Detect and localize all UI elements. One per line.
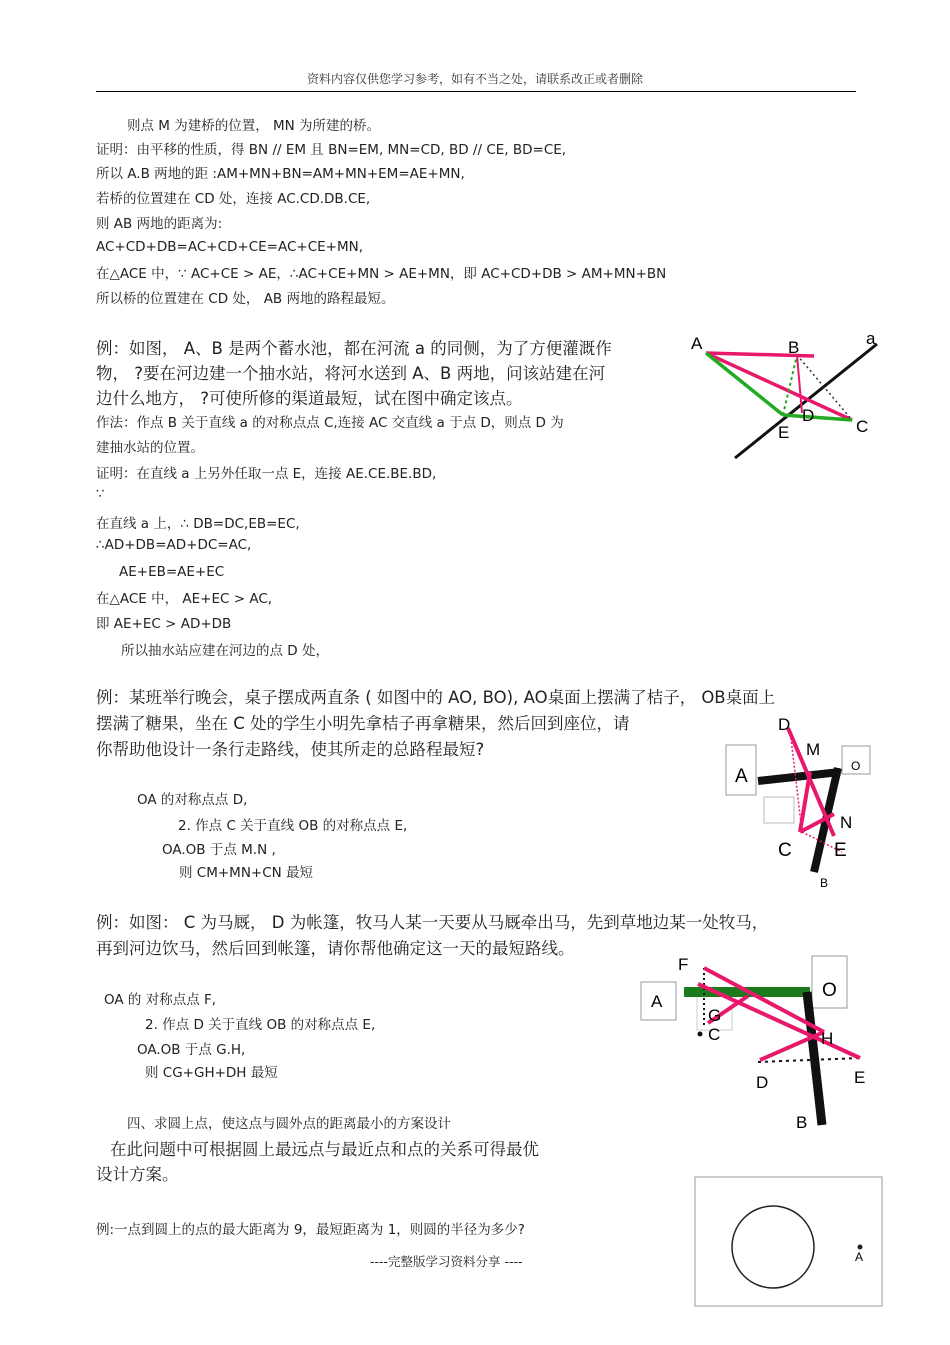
figure-label: O <box>822 980 837 1001</box>
text-line: 建抽水站的位置。 <box>96 440 204 456</box>
text-line: 所以 A.B 两地的距 :AM+MN+BN=AM+MN+EM=AE+MN, <box>96 166 465 182</box>
page-footer: ----完整版学习资料分享 ---- <box>370 1254 523 1269</box>
section4-intro: 设计方案。 <box>96 1165 179 1184</box>
text-line: 在△ACE 中，∵ AC+CE > AE，∴AC+CE+MN > AE+MN，即 AC+CD+DB > AM+MN+BN <box>96 266 667 282</box>
text-line: ∵ <box>96 486 105 502</box>
section4-example: 例:一点到圆上的点的最大距离为 9，最短距离为 1，则圆的半径为多少? <box>96 1222 525 1238</box>
text-line: 即 AE+EC > AD+DB <box>96 616 232 632</box>
figure-label: D <box>778 715 791 734</box>
section4-intro: 在此问题中可根据圆上最远点与最近点和点的关系可得最优 <box>110 1140 539 1159</box>
page-header: 资料内容仅供您学习参考，如有不当之处，请联系改正或者删除 <box>306 72 643 86</box>
figure-label: B <box>796 1113 808 1132</box>
figure-label: a <box>866 329 876 348</box>
text-line: 若桥的位置建在 CD 处，连接 AC.CD.DB.CE, <box>96 191 371 207</box>
text-line: AC+CD+DB=AC+CD+CE=AC+CE+MN, <box>96 239 364 255</box>
figure-label: O <box>851 759 861 773</box>
figure-label: F <box>678 955 689 974</box>
text-line: 所以桥的位置建在 CD 处， AB 两地的路程最短。 <box>96 291 395 307</box>
example2-question: 你帮助他设计一条行走路线，使其所走的总路程最短? <box>96 740 485 759</box>
figure-label: A <box>855 1250 864 1264</box>
text-line: 证明：由平移的性质，得 BN // EM 且 BN=EM, MN=CD, BD // CE, BD=CE, <box>96 142 567 158</box>
example2-question: 摆满了糖果，坐在 C 处的学生小明先拿桔子再拿糖果，然后回到座位，请 <box>96 714 630 733</box>
text-line: 则 CG+GH+DH 最短 <box>145 1065 278 1081</box>
text-line: 证明：在直线 a 上另外任取一点 E，连接 AE.CE.BE.BD, <box>96 466 437 482</box>
figure-label: B <box>788 338 800 357</box>
text-line: OA.OB 于点 M.N , <box>162 842 276 858</box>
figure-label: A <box>735 766 748 787</box>
text-line: AE+EB=AE+EC <box>119 564 225 580</box>
figure-label: G <box>708 1006 722 1025</box>
figure-label: E <box>854 1068 866 1087</box>
example1-question: 例：如图， A、B 是两个蓄水池，都在河流 a 的同侧，为了方便灌溉作 <box>96 339 612 358</box>
figure-label: D <box>802 406 815 425</box>
text-line: 作法：作点 B 关于直线 a 的对称点点 C,连接 AC 交直线 a 于点 D，则点 D 为 <box>96 415 564 431</box>
example1-question: 边什么地方， ?可使所修的渠道最短，试在图中确定该点。 <box>96 389 523 408</box>
text-line: 2. 作点 D 关于直线 OB 的对称点点 E, <box>145 1017 376 1033</box>
figure-label: E <box>834 840 847 861</box>
text-line: OA 的 对称点点 F, <box>104 992 217 1008</box>
section4-heading: 四、求圆上点，使这点与圆外点的距离最小的方案设计 <box>127 1116 451 1132</box>
figure-label: A <box>651 992 663 1011</box>
figure-label: C <box>778 840 792 861</box>
text-line: 则 CM+MN+CN 最短 <box>179 865 314 881</box>
example1-figure <box>680 325 890 470</box>
text-line: 所以抽水站应建在河边的点 D 处， <box>121 643 329 659</box>
figure-label: C <box>708 1025 721 1044</box>
example3-figure <box>638 950 870 1132</box>
figure-label: M <box>806 740 821 759</box>
figure-label: B <box>820 876 829 890</box>
figure-label: D <box>756 1073 769 1092</box>
text-line: 则 AB 两地的距离为: <box>96 216 223 232</box>
text-line: 则点 M 为建桥的位置， MN 为所建的桥。 <box>127 118 381 134</box>
example2-question: 例：某班举行晚会，桌子摆成两直条 ( 如图中的 AO, BO), AO桌面上摆满了桔子， OB桌面上 <box>96 688 776 707</box>
text-line: 在△ACE 中， AE+EC > AC, <box>96 591 273 607</box>
text-line: ∴AD+DB=AD+DC=AC, <box>96 537 252 553</box>
example3-question: 再到河边饮马，然后回到帐篷，请你帮他确定这一天的最短路线。 <box>96 939 575 958</box>
example2-figure <box>722 712 877 892</box>
figure-label: E <box>778 423 790 442</box>
text-line: OA.OB 于点 G.H, <box>137 1042 246 1058</box>
text-line: 在直线 a 上，∴ DB=DC,EB=EC, <box>96 516 300 532</box>
header-divider <box>96 91 856 92</box>
example1-question: 物， ?要在河边建一个抽水站，将河水送到 A、B 两地，问该站建在河 <box>96 364 606 383</box>
figure-label: C <box>856 417 869 436</box>
example3-question: 例：如图： C 为马厩， D 为帐篷，牧马人某一天要从马厩牵出马，先到草地边某一处牧马， <box>96 913 769 932</box>
text-line: 2. 作点 C 关于直线 OB 的对称点点 E, <box>178 818 408 834</box>
figure-label: A <box>691 334 703 353</box>
text-line: OA 的对称点点 D, <box>137 792 248 808</box>
circle-figure <box>694 1176 884 1308</box>
figure-label: H <box>821 1029 834 1048</box>
figure-label: N <box>840 813 853 832</box>
